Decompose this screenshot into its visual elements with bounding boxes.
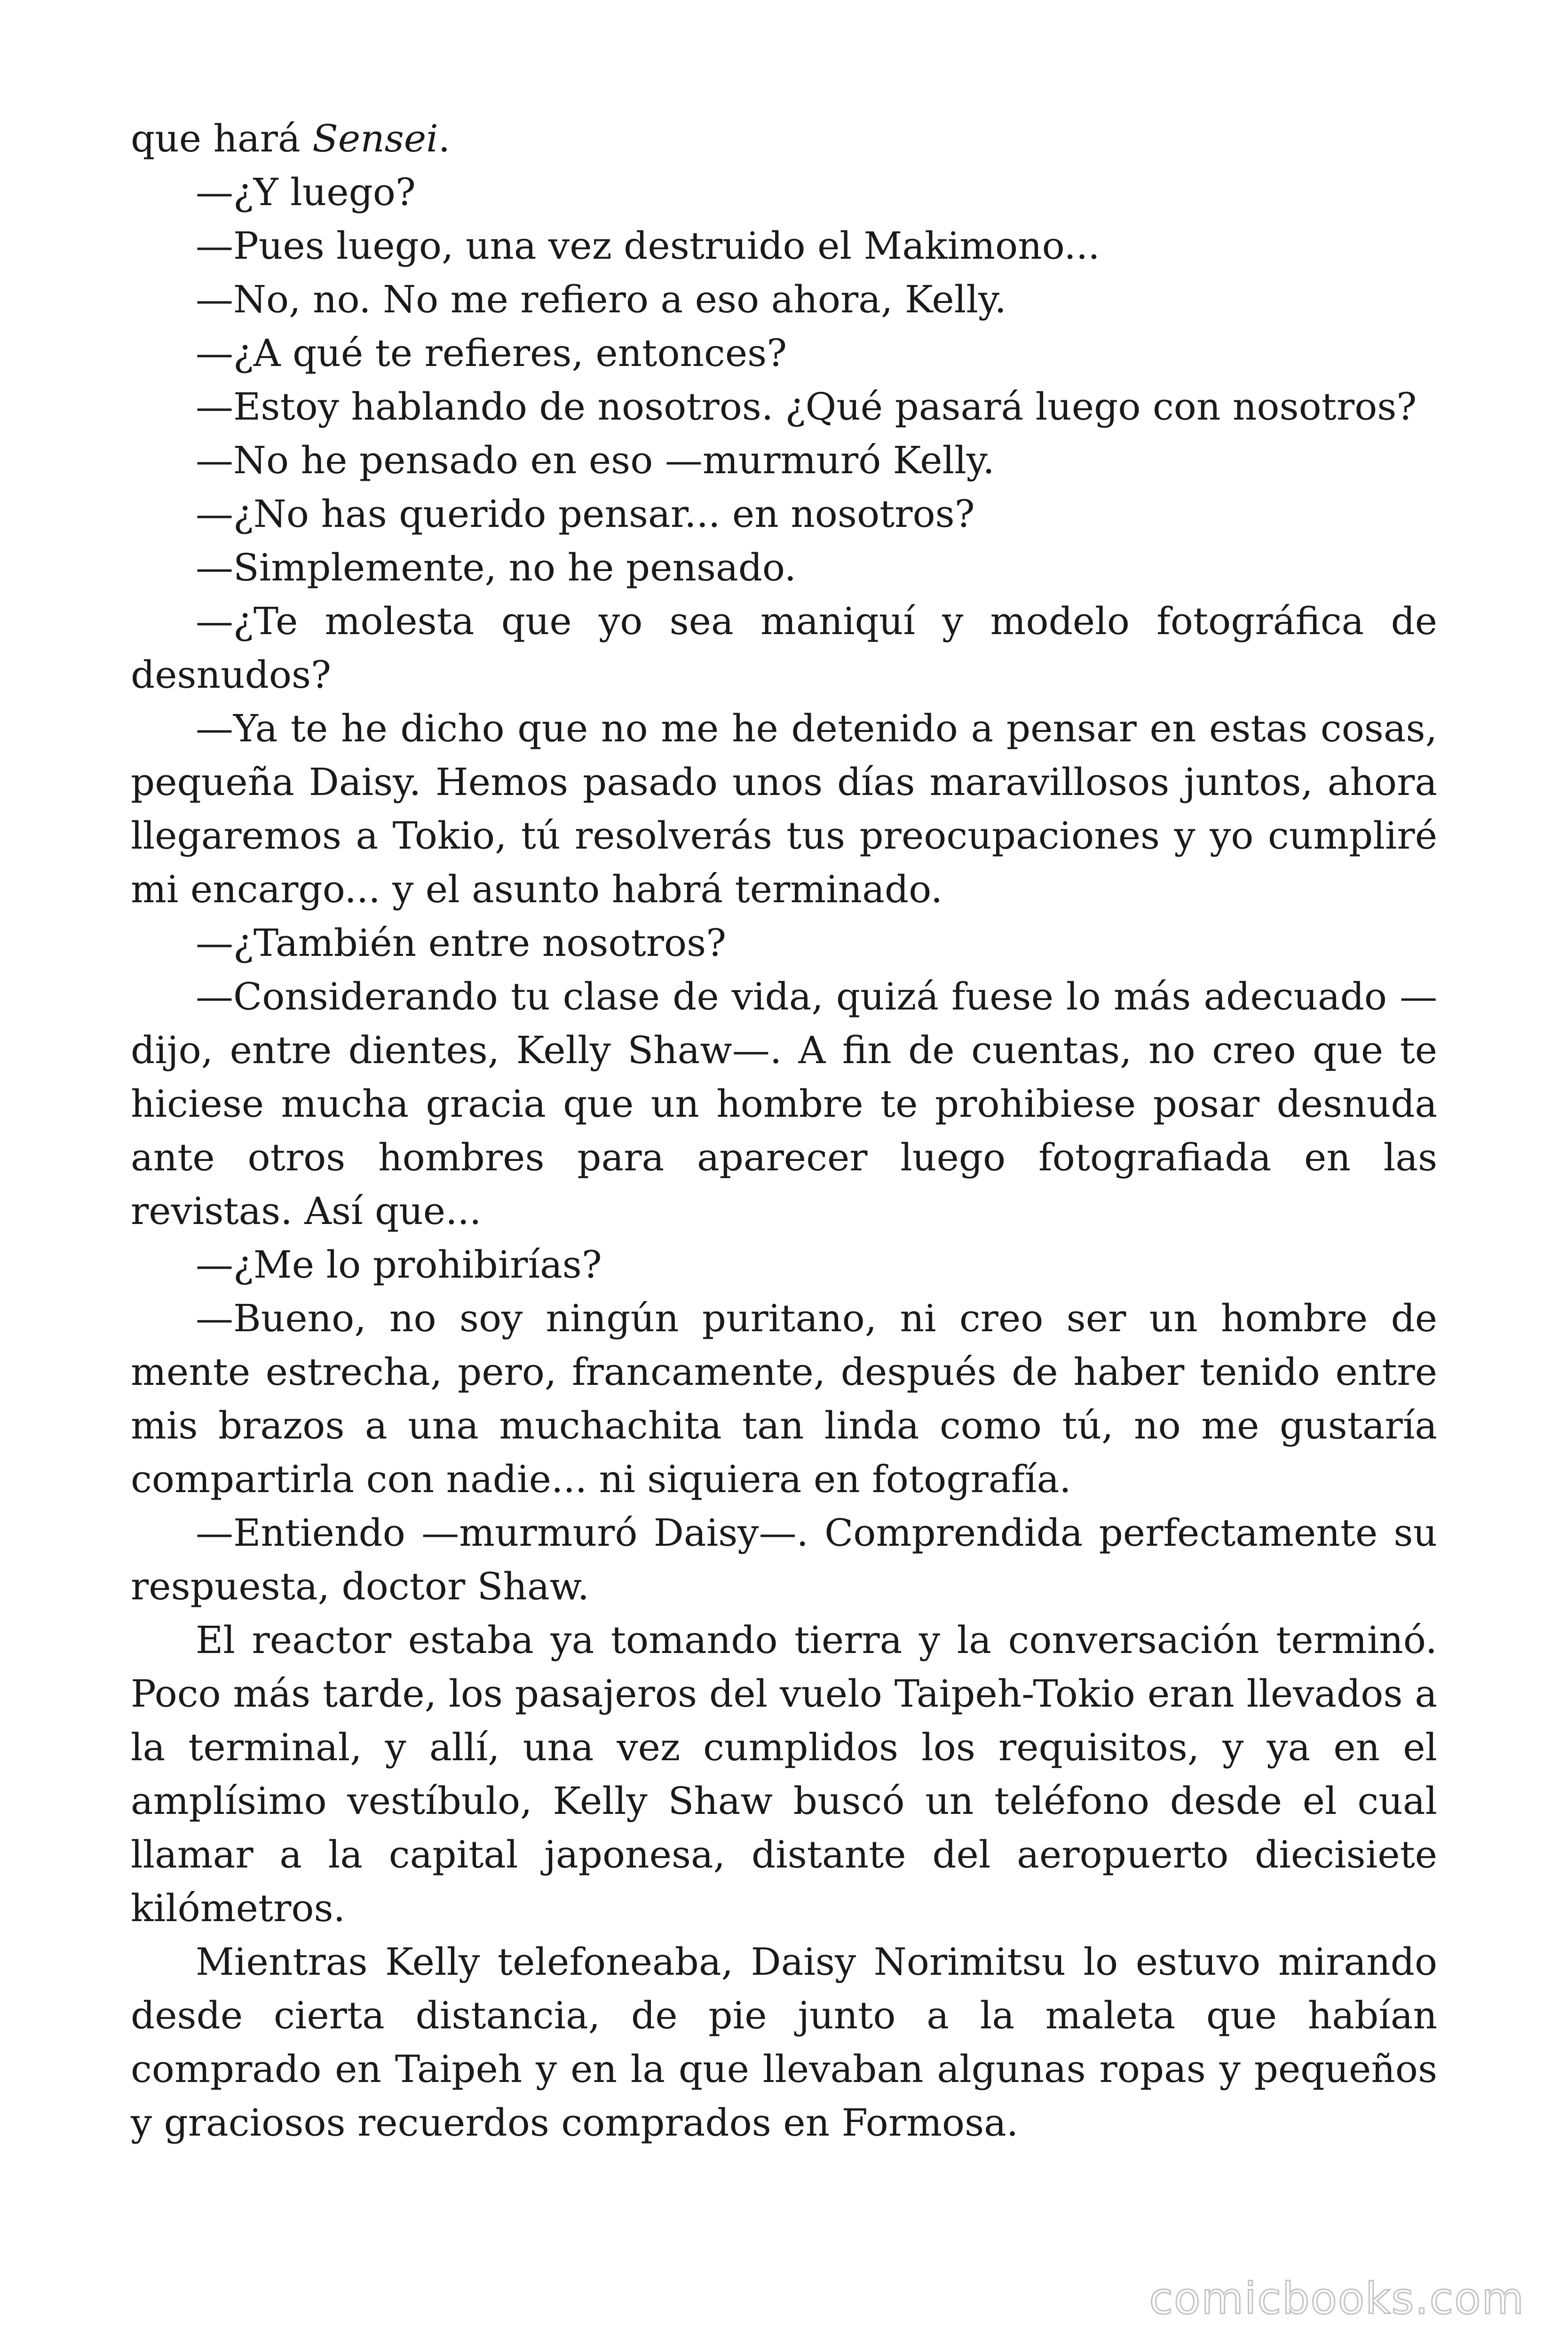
dialogue-line: —No, no. No me refiero a eso ahora, Kelly.	[196, 278, 1006, 321]
dialogue-line: —Ya te he dicho que no me he detenido a pensar en estas cosas, pequeña Daisy. Hemos pasado unos días maravillosos juntos, ahora llegaremos a Tokio, tú resolverás tus preocupaciones y yo cumpliré mi encargo... y el asunto habrá terminado.	[131, 707, 1437, 911]
dialogue-line: —Entiendo —murmuró Daisy—. Comprendida perfectamente su respuesta, doctor Shaw.	[131, 1511, 1437, 1608]
text-run: que hará	[131, 117, 313, 160]
watermark-logo: comicbooks.com	[1149, 2273, 1525, 2324]
dialogue-line: —¿Me lo prohibirías?	[196, 1243, 602, 1287]
dialogue-line: —Bueno, no soy ningún puritano, ni creo ser un hombre de mente estrecha, pero, francamente, después de haber tenido entre mis brazos a una muchachita tan linda como tú, no me gustaría compartirla con nadie... ni siquiera en fotografía.	[131, 1296, 1437, 1501]
book-page-text	[131, 112, 1437, 2150]
paragraph-continuation	[131, 112, 1437, 166]
dialogue-line: —¿También entre nosotros?	[196, 921, 727, 965]
dialogue-line: —Simplemente, no he pensado.	[196, 546, 797, 589]
dialogue-line: —Estoy hablando de nosotros. ¿Qué pasará luego con nosotros?	[196, 385, 1417, 429]
text-run: .	[438, 117, 451, 160]
narrative-paragraph: El reactor estaba ya tomando tierra y la conversación terminó. Poco más tarde, los pasajeros del vuelo Taipeh-Tokio eran llevados a la terminal, y allí, una vez cumplidos los requisitos, y ya en el amplísimo vestíbulo, Kelly Shaw buscó un teléfono desde el cual llamar a la capital japonesa, distante del aeropuerto diecisiete kilómetros.	[131, 1618, 1437, 1930]
dialogue-line: —¿No has querido pensar... en nosotros?	[196, 492, 975, 536]
dialogue-line: —No he pensado en eso —murmuró Kelly.	[196, 438, 995, 482]
italic-word-sensei: Sensei	[312, 117, 438, 160]
dialogue-line: —¿Te molesta que yo sea maniquí y modelo fotográfica de desnudos?	[131, 599, 1437, 697]
dialogue-line: —Considerando tu clase de vida, quizá fuese lo más adecuado —dijo, entre dientes, Kelly Shaw—. A fin de cuentas, no creo que te hiciese mucha gracia que un hombre te prohibiese posar desnuda ante otros hombres para aparecer luego fotografiada en las revistas. Así que...	[131, 975, 1437, 1233]
dialogue-line: —¿A qué te refieres, entonces?	[196, 331, 787, 375]
dialogue-line: —¿Y luego?	[196, 170, 416, 214]
narrative-paragraph: Mientras Kelly telefoneaba, Daisy Norimitsu lo estuvo mirando desde cierta distancia, de pie junto a la maleta que habían comprado en Taipeh y en la que llevaban algunas ropas y pequeños y graciosos recuerdos comprados en Formosa.	[131, 1940, 1437, 2145]
dialogue-line: —Pues luego, una vez destruido el Makimono...	[196, 224, 1100, 268]
